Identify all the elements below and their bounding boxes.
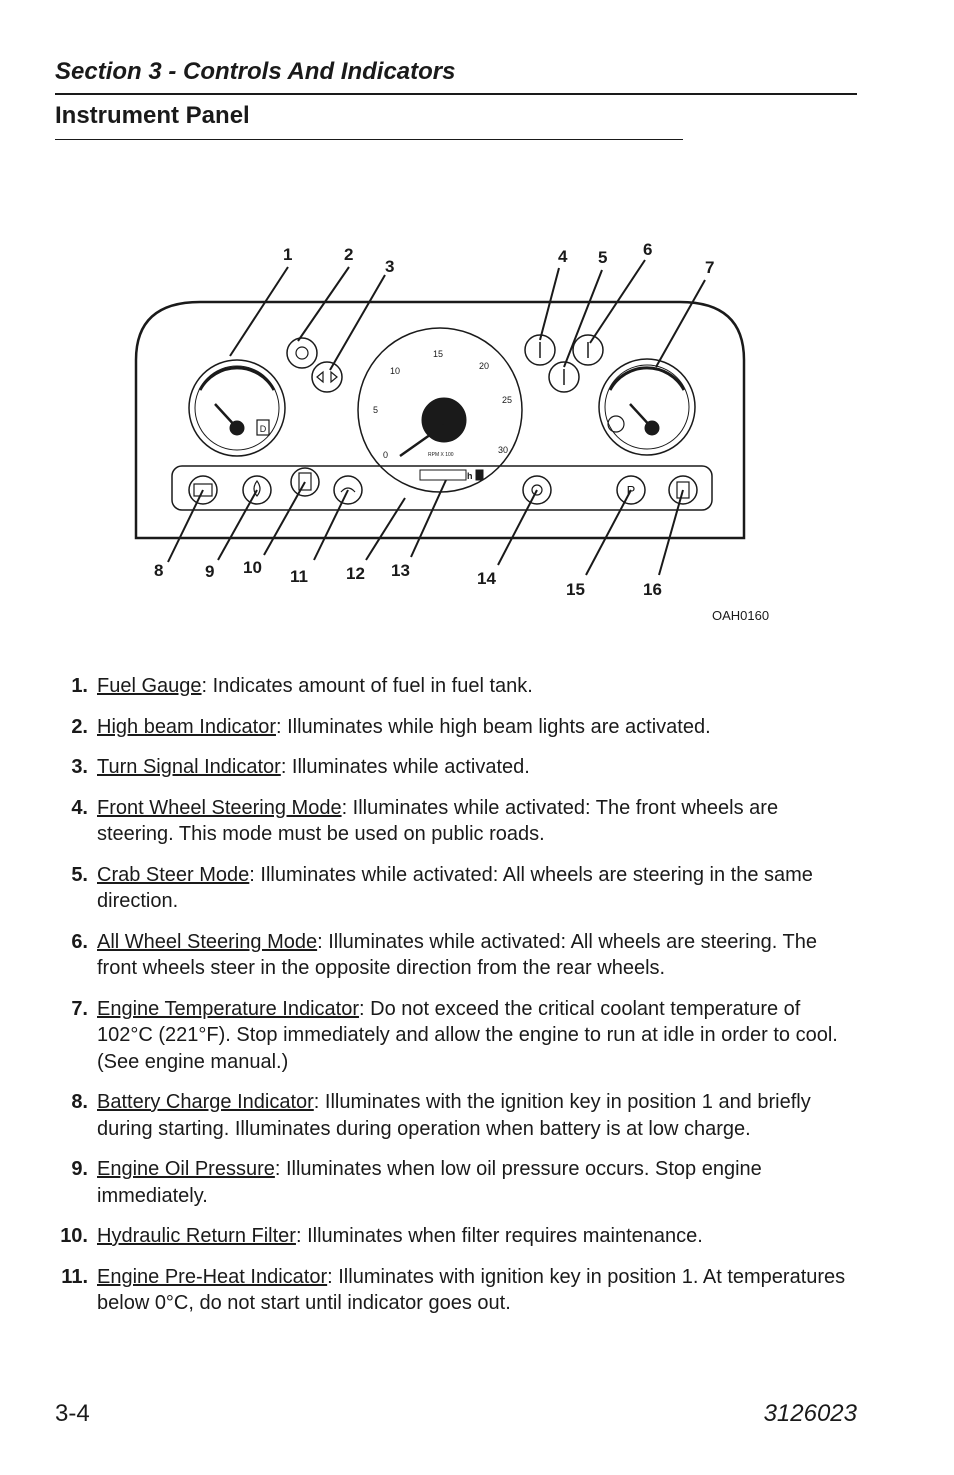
callout-1: 1 bbox=[283, 245, 293, 264]
item-text: : Illuminates when filter requires maintenance. bbox=[295, 1225, 703, 1247]
item-number: 2. bbox=[71, 715, 88, 738]
item-term: Engine Oil Pressure bbox=[97, 1158, 275, 1180]
coolant-temp-icon bbox=[608, 416, 624, 432]
tach-tick-0: 0 bbox=[383, 450, 389, 460]
tach-tick-25: 25 bbox=[502, 395, 513, 405]
description-item bbox=[0, 996, 954, 1076]
callout-2: 2 bbox=[344, 245, 354, 264]
item-number: 11. bbox=[61, 1265, 88, 1288]
item-number: 9. bbox=[71, 1158, 88, 1180]
callout-13: 13 bbox=[391, 561, 410, 580]
document-number: 3126023 bbox=[763, 1400, 857, 1427]
item-term: Hydraulic Return Filter bbox=[97, 1225, 296, 1247]
callout-14: 14 bbox=[477, 569, 496, 588]
description-item bbox=[0, 1264, 954, 1317]
tachometer bbox=[358, 328, 522, 492]
page-title: Instrument Panel bbox=[55, 102, 250, 129]
item-number: 1. bbox=[71, 675, 88, 697]
tach-unit: RPM X 100 bbox=[428, 452, 454, 458]
callout-9: 9 bbox=[205, 562, 215, 581]
callout-15: 15 bbox=[566, 580, 585, 599]
description-item bbox=[0, 754, 954, 781]
tach-tick-30: 30 bbox=[498, 445, 509, 455]
high-beam-indicator bbox=[287, 338, 317, 368]
section-title: Section 3 - Controls And Indicators bbox=[55, 58, 456, 85]
item-text: : Illuminates while activated. bbox=[280, 756, 530, 778]
item-text: : Illuminates while high beam lights are activated. bbox=[275, 715, 711, 738]
header-rule bbox=[55, 93, 857, 95]
item-text: : Illuminates with ignition key in position 1. At temperatures below 0°C, do not start until indicator goes out. bbox=[97, 1265, 846, 1314]
item-text: : Illuminates while activated: All wheels are steering in the same direction. bbox=[97, 863, 813, 912]
high-beam-icon bbox=[296, 347, 308, 359]
item-text: : Illuminates when low oil pressure occurs. Stop engine immediately. bbox=[97, 1158, 762, 1207]
callout-7: 7 bbox=[705, 258, 715, 277]
item-term: Front Wheel Steering Mode bbox=[97, 796, 342, 819]
item-number: 7. bbox=[71, 997, 88, 1020]
callout-16: 16 bbox=[643, 580, 662, 599]
item-number: 6. bbox=[71, 930, 88, 953]
callout-4: 4 bbox=[558, 247, 568, 266]
item-text: : Illuminates with the ignition key in position 1 and briefly during starting. Illuminates during operation when battery is at low charge. bbox=[97, 1091, 811, 1140]
tach-tick-20: 20 bbox=[479, 361, 490, 371]
item-term: Fuel Gauge bbox=[97, 675, 202, 697]
fuel-pump-label: D bbox=[259, 424, 267, 434]
description-item bbox=[0, 1223, 954, 1250]
temperature-gauge bbox=[599, 359, 695, 455]
item-term: Turn Signal Indicator bbox=[97, 756, 281, 778]
item-text: : Do not exceed the critical coolant temperature of 102°C (221°F). Stop immediately and allow the engine to run at idle in order to cool. (See engine manual.) bbox=[97, 997, 838, 1073]
item-term: High beam Indicator bbox=[97, 715, 276, 738]
item-number: 8. bbox=[71, 1091, 88, 1113]
description-item bbox=[0, 1156, 954, 1209]
description-item bbox=[0, 673, 954, 700]
item-number: 10. bbox=[60, 1225, 88, 1247]
figure-id: OAH0160 bbox=[712, 608, 770, 623]
subtitle-rule bbox=[55, 139, 683, 140]
instrument-panel-figure bbox=[0, 230, 954, 630]
description-item bbox=[0, 862, 954, 915]
hour-meter bbox=[420, 470, 466, 480]
page-number: 3-4 bbox=[55, 1400, 90, 1427]
callout-6: 6 bbox=[643, 240, 653, 259]
item-term: Engine Temperature Indicator bbox=[97, 997, 360, 1020]
item-number: 3. bbox=[71, 756, 88, 778]
item-text: : Illuminates while activated: All wheels are steering. The front wheels steer in the opposite direction from the rear wheels. bbox=[97, 930, 817, 979]
callout-10: 10 bbox=[243, 558, 262, 577]
item-term: Battery Charge Indicator bbox=[97, 1091, 314, 1113]
item-text: : Indicates amount of fuel in fuel tank. bbox=[201, 675, 533, 697]
tach-tick-10: 10 bbox=[390, 366, 401, 376]
description-item bbox=[0, 714, 954, 741]
indicator-descriptions bbox=[0, 673, 954, 1317]
description-item bbox=[0, 1089, 954, 1142]
turn-signal-indicator bbox=[312, 362, 342, 392]
item-term: Engine Pre-Heat Indicator bbox=[97, 1265, 328, 1288]
callout-5: 5 bbox=[598, 248, 608, 267]
turn-arrows-icon bbox=[317, 372, 337, 382]
item-number: 4. bbox=[71, 796, 88, 819]
callout-12: 12 bbox=[346, 564, 365, 583]
description-item bbox=[0, 795, 954, 848]
item-term: Crab Steer Mode bbox=[97, 863, 250, 886]
description-item bbox=[0, 929, 954, 982]
tach-tick-5: 5 bbox=[373, 405, 379, 415]
tach-tick-15: 15 bbox=[433, 349, 444, 359]
item-text: : Illuminates while activated: The front wheels are steering. This mode must be used on public roads. bbox=[97, 796, 779, 845]
parking-brake-icon: P bbox=[626, 483, 636, 498]
callout-11: 11 bbox=[290, 567, 308, 586]
item-number: 5. bbox=[71, 863, 88, 886]
callout-3: 3 bbox=[385, 257, 395, 276]
fuel-gauge bbox=[189, 360, 285, 456]
callout-8: 8 bbox=[154, 561, 164, 580]
hour-meter-unit: h bbox=[467, 471, 473, 481]
item-term: All Wheel Steering Mode bbox=[97, 930, 318, 953]
all-wheel-steer-indicator bbox=[573, 335, 603, 365]
